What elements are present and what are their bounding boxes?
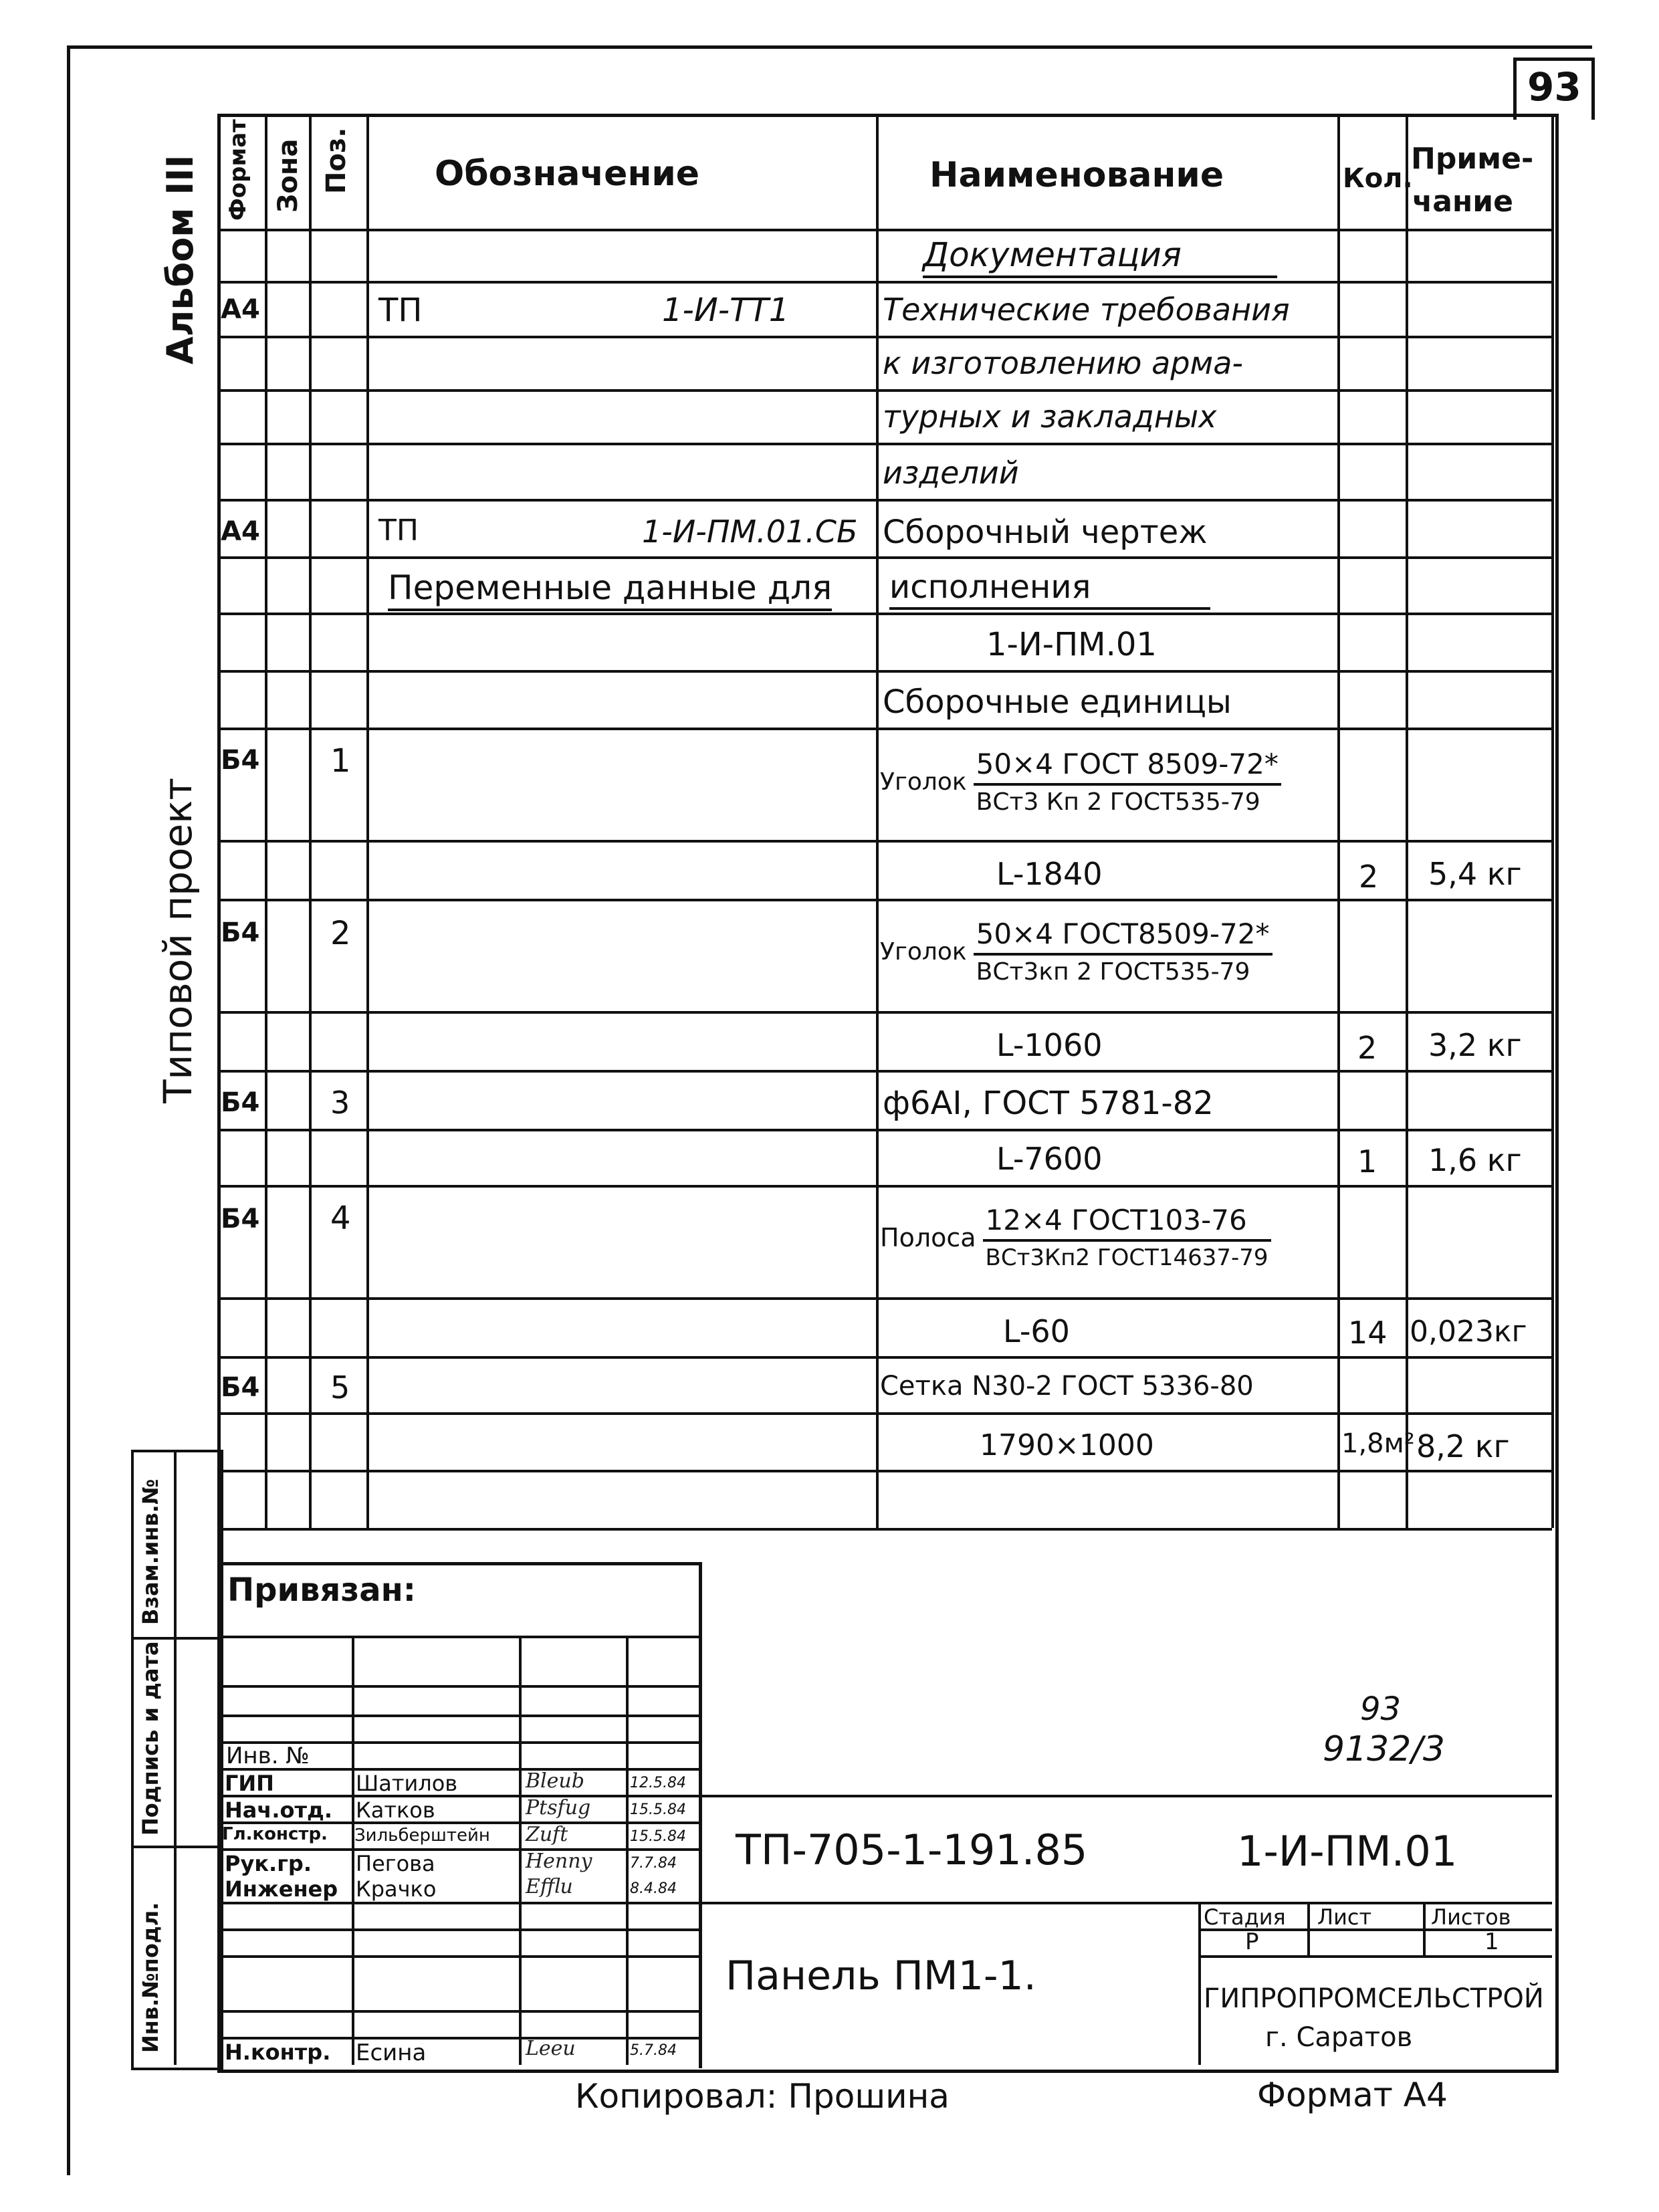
item4-top: 12×4 ГОСТ103-76 (983, 1204, 1271, 1242)
person-sign-4: Henny (526, 1850, 592, 1873)
item1-top: 50×4 ГОСТ 8509-72* (974, 748, 1281, 786)
item2-length: L-1060 (996, 1027, 1103, 1063)
item4-pos: 4 (330, 1200, 351, 1237)
person-name-5: Крачко (356, 1876, 437, 1902)
header-zone: Зона (273, 138, 304, 213)
city: г. Саратов (1265, 2022, 1413, 2053)
item1-qty: 2 (1359, 859, 1379, 895)
item1-note: 5,4 кг (1428, 856, 1522, 892)
person-sign-1: Bleub (526, 1769, 584, 1793)
doc1-name-3: турных и закладных (883, 399, 1217, 435)
item4-length: L-60 (1003, 1313, 1070, 1349)
drawing-title: Панель ПМ1-1. (726, 1953, 1036, 1999)
item1-length: L-1840 (996, 856, 1103, 892)
item1-word: Уголок (880, 768, 967, 796)
item5-size: 1790×1000 (980, 1428, 1154, 1462)
person-name-2: Катков (356, 1797, 435, 1823)
item4-bottom: ВСт3Кп2 ГОСТ14637-79 (985, 1244, 1268, 1271)
sheet-label: Лист (1317, 1904, 1372, 1930)
album-label: Альбом III (159, 154, 201, 364)
person-sign-6: Leeu (526, 2037, 576, 2060)
item4-note: 0,023кг (1410, 1315, 1527, 1349)
section-variable-right: исполнения (889, 568, 1210, 610)
person-name-1: Шатилов (356, 1771, 458, 1796)
header-designation: Обозначение (435, 154, 700, 194)
item2-format: Б4 (221, 917, 260, 948)
person-role-5: Инженер (225, 1876, 338, 1902)
item3-format: Б4 (221, 1087, 260, 1118)
item3-pos: 3 (330, 1085, 350, 1121)
item2-word: Уголок (880, 937, 967, 966)
document-code: ТП-705-1-191.85 (736, 1826, 1088, 1874)
doc1-name-1: Технические требования (883, 292, 1290, 328)
item4-word: Полоса (880, 1222, 976, 1252)
person-date-6: 5.7.84 (630, 2042, 677, 2059)
attached-label: Привязан: (227, 1571, 416, 1609)
doc1-code: 1-И-ТТ1 (662, 292, 790, 329)
person-sign-2: Ptsfug (526, 1796, 591, 1819)
person-date-5: 8.4.84 (630, 1880, 677, 1897)
item3-qty: 1 (1357, 1143, 1377, 1180)
title-designation: 1-И-ПМ.01 (1237, 1827, 1458, 1876)
header-note-1: Приме- (1411, 142, 1534, 176)
header-qty: Кол. (1343, 163, 1413, 194)
section-assembly: Сборочные единицы (883, 683, 1232, 721)
doc1-name-4: изделий (883, 455, 1019, 491)
item4-profile (880, 1204, 1271, 1271)
organization: ГИПРОПРОМСЕЛЬСТРОЙ (1204, 1983, 1544, 2014)
sheets-label: Листов (1431, 1904, 1511, 1930)
item5-format: Б4 (221, 1372, 260, 1403)
person-role-4: Рук.гр. (225, 1851, 312, 1876)
section-documentation: Документация (923, 235, 1277, 278)
person-name-3: Зильберштейн (354, 1826, 490, 1846)
item5-note: 8,2 кг (1416, 1428, 1510, 1464)
item3-note: 1,6 кг (1428, 1142, 1522, 1178)
item3-rebar: ф6АI, ГОСТ 5781-82 (883, 1085, 1214, 1122)
stamp-inv-orig: Инв.№подл. (138, 1902, 163, 2053)
person-date-4: 7.7.84 (630, 1855, 677, 1872)
doc1-name-2: к изготовлению арма- (883, 345, 1244, 381)
item2-pos: 2 (330, 915, 351, 952)
section-variable-left: Переменные данные для (388, 568, 832, 611)
item2-note: 3,2 кг (1428, 1027, 1522, 1063)
sheets-value: 1 (1484, 1928, 1499, 1955)
doc1-format: А4 (221, 294, 260, 325)
sheet-format: Формат А4 (1257, 2076, 1448, 2114)
person-date-1: 12.5.84 (630, 1775, 686, 1791)
person-role-2: Нач.отд. (225, 1797, 333, 1823)
inventory-code-2: 9132/3 (1323, 1729, 1445, 1769)
person-date-2: 15.5.84 (630, 1801, 686, 1818)
stamp-replace-inv: Взам.инв.№ (138, 1478, 163, 1625)
person-date-3: 15.5.84 (630, 1828, 686, 1845)
person-role-3: Гл.констр. (222, 1824, 328, 1844)
person-role-6: Н.контр. (225, 2039, 331, 2065)
person-name-4: Пегова (356, 1851, 435, 1876)
item1-format: Б4 (221, 745, 260, 776)
item3-length: L-7600 (996, 1141, 1103, 1177)
header-pos: Поз. (321, 127, 352, 194)
item2-qty: 2 (1357, 1030, 1377, 1066)
person-sign-5: Efflu (526, 1875, 573, 1898)
header-format: Формат (225, 119, 251, 221)
item5-mesh: Сетка N30-2 ГОСТ 5336-80 (880, 1371, 1254, 1402)
item5-pos: 5 (330, 1369, 350, 1406)
doc1-prefix: ТП (378, 292, 423, 329)
item1-pos: 1 (330, 742, 351, 780)
doc2-name: Сборочный чертеж (883, 514, 1208, 551)
person-name-6: Есина (356, 2039, 427, 2066)
stage-value: Р (1245, 1928, 1259, 1955)
header-note-2: чание (1412, 185, 1513, 219)
doc2-prefix: ТП (378, 514, 419, 548)
item4-format: Б4 (221, 1204, 260, 1234)
inventory-code-1: 93 (1360, 1690, 1402, 1728)
sheet-number: 93 (1527, 64, 1581, 110)
doc2-format: А4 (221, 516, 260, 547)
item1-profile (880, 748, 1281, 816)
stage-label: Стадия (1204, 1904, 1286, 1930)
inv-no-label: Инв. № (226, 1743, 310, 1769)
person-sign-3: Zuft (526, 1823, 568, 1846)
header-name: Наименование (929, 155, 1224, 195)
section-variant: 1-И-ПМ.01 (986, 626, 1157, 663)
item2-top: 50×4 ГОСТ8509-72* (974, 917, 1273, 956)
doc2-code: 1-И-ПМ.01.СБ (642, 514, 858, 550)
item5-qty: 1,8м² (1341, 1428, 1415, 1459)
person-role-1: ГИП (225, 1771, 274, 1796)
item4-qty: 14 (1348, 1315, 1388, 1351)
item2-profile (880, 917, 1273, 986)
item1-bottom: ВСт3 Кп 2 ГОСТ535-79 (976, 788, 1260, 816)
stamp-sign-date: Подпись и дата (138, 1641, 163, 1836)
copied-by: Копировал: Прошина (575, 2077, 950, 2116)
item2-bottom: ВСт3кп 2 ГОСТ535-79 (976, 958, 1250, 986)
project-label: Типовой проект (155, 777, 201, 1103)
